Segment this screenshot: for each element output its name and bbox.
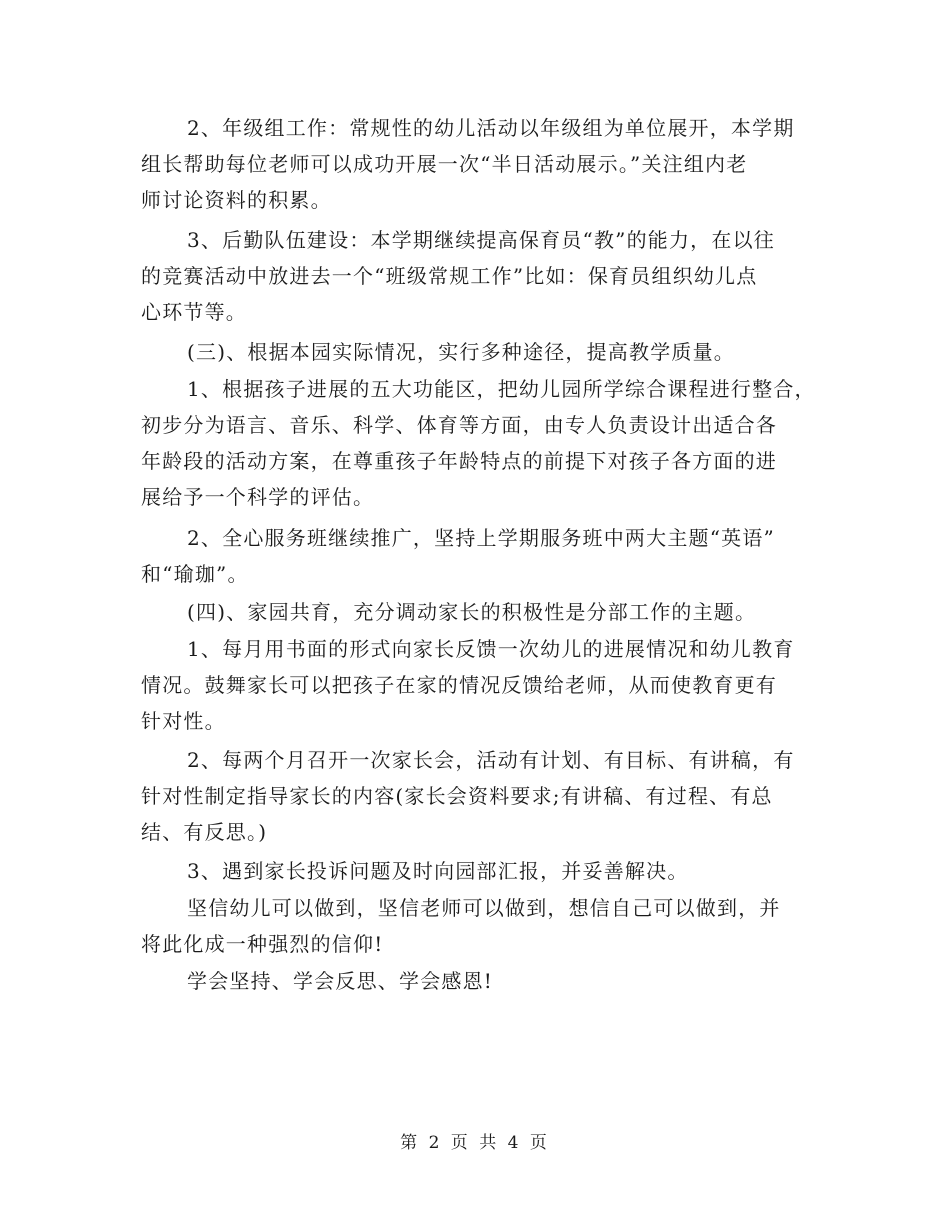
paragraph-line: 3、遇到家长投诉问题及时向园部汇报，并妥善解决。 <box>187 859 689 883</box>
section-heading: (三)、根据本园实际情况，实行多种途径，提高教学质量。 <box>187 340 736 364</box>
paragraph-line: 组长帮助每位老师可以成功开展一次“半日活动展示。”关注组内老 <box>141 152 748 176</box>
paragraph-line: 2、每两个月召开一次家长会，活动有计划、有目标、有讲稿，有 <box>187 748 795 772</box>
page-number-footer: 第 2 页 共 4 页 <box>400 1133 550 1153</box>
paragraph-line: 的竞赛活动中放进去一个“班级常规工作”比如：保育员组织幼儿点 <box>141 264 758 288</box>
section-heading: (四)、家园共育，充分调动家长的积极性是分部工作的主题。 <box>187 600 757 624</box>
paragraph-line: 针对性。 <box>141 709 226 733</box>
paragraph-line: 师讨论资料的积累。 <box>141 188 332 212</box>
paragraph-line: 1、每月用书面的形式向家长反馈一次幼儿的进展情况和幼儿教育 <box>187 637 795 661</box>
paragraph-line: 针对性制定指导家长的内容(家长会资料要求;有讲稿、有过程、有总 <box>141 784 773 808</box>
paragraph-line: 3、后勤队伍建设：本学期继续提高保育员“教”的能力，在以往 <box>187 228 775 252</box>
paragraph-line: 展给予一个科学的评估。 <box>141 485 375 509</box>
paragraph-line: 将此化成一种强烈的信仰! <box>141 932 384 956</box>
paragraph-line: 初步分为语言、音乐、科学、体育等方面，由专人负责设计出适合各 <box>141 413 777 437</box>
paragraph-line: 2、全心服务班继续推广，坚持上学期服务班中两大主题“英语” <box>187 526 775 550</box>
paragraph-line: 2、年级组工作：常规性的幼儿活动以年级组为单位展开，本学期 <box>187 116 795 140</box>
paragraph-line: 年龄段的活动方案，在尊重孩子年龄特点的前提下对孩子各方面的进 <box>141 449 777 473</box>
paragraph-line: 学会坚持、学会反思、学会感恩! <box>187 969 494 993</box>
paragraph-line: 和“瑜珈”。 <box>141 562 249 586</box>
paragraph-line: 结、有反思。) <box>141 820 268 844</box>
paragraph-line: 心环节等。 <box>141 300 247 324</box>
paragraph-line: 1、根据孩子进展的五大功能区，把幼儿园所学综合课程进行整合， <box>187 377 816 401</box>
paragraph-line: 坚信幼儿可以做到，坚信老师可以做到，想信自己可以做到，并 <box>187 896 781 920</box>
paragraph-line: 情况。鼓舞家长可以把孩子在家的情况反馈给老师，从而使教育更有 <box>141 673 777 697</box>
